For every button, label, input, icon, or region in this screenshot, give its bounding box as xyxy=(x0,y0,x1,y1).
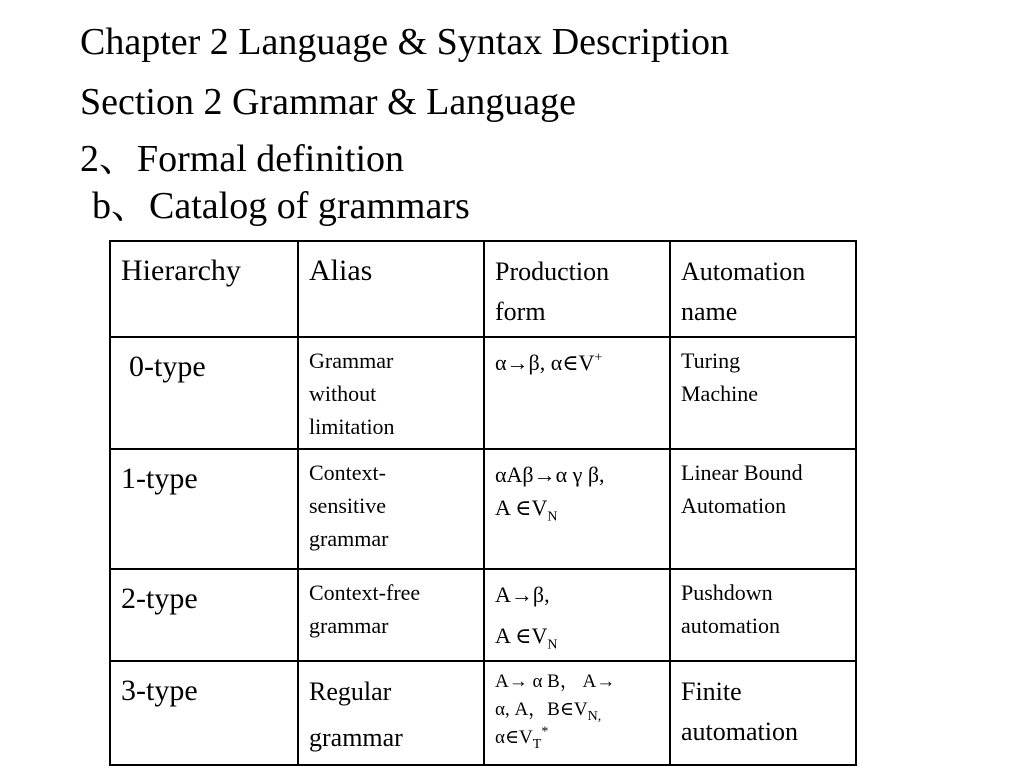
automation-line: automation xyxy=(681,717,798,746)
hierarchy-label: 3-type xyxy=(121,674,198,707)
automation-line: Automation xyxy=(681,493,787,518)
cell-production xyxy=(484,449,670,569)
production-formula-line: A→β, xyxy=(495,582,550,607)
cell-automation xyxy=(670,337,856,449)
alias-line: grammar xyxy=(309,526,389,551)
production-formula-line: α∈V xyxy=(495,727,533,748)
production-subscript: T xyxy=(532,736,542,752)
cell-production xyxy=(484,337,670,449)
cell-alias xyxy=(298,337,484,449)
alias-line: Context-free xyxy=(309,580,421,605)
header-hierarchy xyxy=(110,241,298,337)
cell-automation xyxy=(670,569,856,661)
production-subscript: N xyxy=(547,637,558,653)
header-alias xyxy=(298,241,484,337)
header-production-form xyxy=(484,241,670,337)
cell-automation xyxy=(670,449,856,569)
alias-line: limitation xyxy=(309,414,395,439)
header-hierarchy-label: Hierarchy xyxy=(121,254,241,287)
header-automation-name xyxy=(670,241,856,337)
header-production-form-line2: form xyxy=(495,297,546,326)
cell-hierarchy xyxy=(110,569,298,661)
subsubsection-title: b、Catalog of grammars xyxy=(92,185,470,227)
alias-line: Grammar xyxy=(309,348,394,373)
cell-production xyxy=(484,569,670,661)
alias-line: without xyxy=(309,381,377,406)
cell-hierarchy xyxy=(110,661,298,765)
grammar-catalog-table xyxy=(109,240,857,766)
automation-line: automation xyxy=(681,613,780,638)
cell-production xyxy=(484,661,670,765)
alias-line: grammar xyxy=(309,723,403,752)
production-formula-line: A ∈V xyxy=(495,495,548,520)
hierarchy-label: 0-type xyxy=(129,350,206,383)
chapter-title: Chapter 2 Language & Syntax Description xyxy=(80,21,730,63)
cell-hierarchy xyxy=(110,449,298,569)
hierarchy-label: 2-type xyxy=(121,582,198,615)
production-subscript: N xyxy=(547,509,558,525)
automation-line: Pushdown xyxy=(681,580,773,605)
production-superscript: + xyxy=(594,350,603,366)
header-automation-name-line1: Automation xyxy=(681,257,806,286)
automation-line: Machine xyxy=(681,381,758,406)
cell-automation xyxy=(670,661,856,765)
table-row xyxy=(110,661,856,765)
cell-alias xyxy=(298,661,484,765)
automation-line: Turing xyxy=(681,348,741,373)
production-formula-line: A→ α B， A→ xyxy=(495,671,616,692)
header-production-form-line1: Production xyxy=(495,257,610,286)
table-row xyxy=(110,337,856,449)
alias-line: grammar xyxy=(309,613,389,638)
header-alias-label: Alias xyxy=(309,254,373,287)
production-formula-line: A ∈V xyxy=(495,623,548,648)
production-superscript: * xyxy=(541,724,549,740)
cell-hierarchy xyxy=(110,337,298,449)
production-formula-line: α, A，B∈V xyxy=(495,699,588,720)
production-subscript: N, xyxy=(587,708,602,724)
automation-line: Linear Bound xyxy=(681,460,803,485)
alias-line: sensitive xyxy=(309,493,386,518)
table-header-row xyxy=(110,241,856,337)
section-title: Section 2 Grammar & Language xyxy=(80,81,576,123)
alias-line: Regular xyxy=(309,677,392,706)
alias-line: Context- xyxy=(309,460,386,485)
hierarchy-label: 1-type xyxy=(121,462,198,495)
production-formula-line: αAβ→α γ β, xyxy=(495,462,605,487)
cell-alias xyxy=(298,569,484,661)
table-row xyxy=(110,569,856,661)
subsection-title: 2、Formal definition xyxy=(80,138,405,180)
header-automation-name-line2: name xyxy=(681,297,738,326)
production-formula: α→β, α∈V xyxy=(495,350,595,375)
table-row xyxy=(110,449,856,569)
automation-line: Finite xyxy=(681,677,742,706)
cell-alias xyxy=(298,449,484,569)
